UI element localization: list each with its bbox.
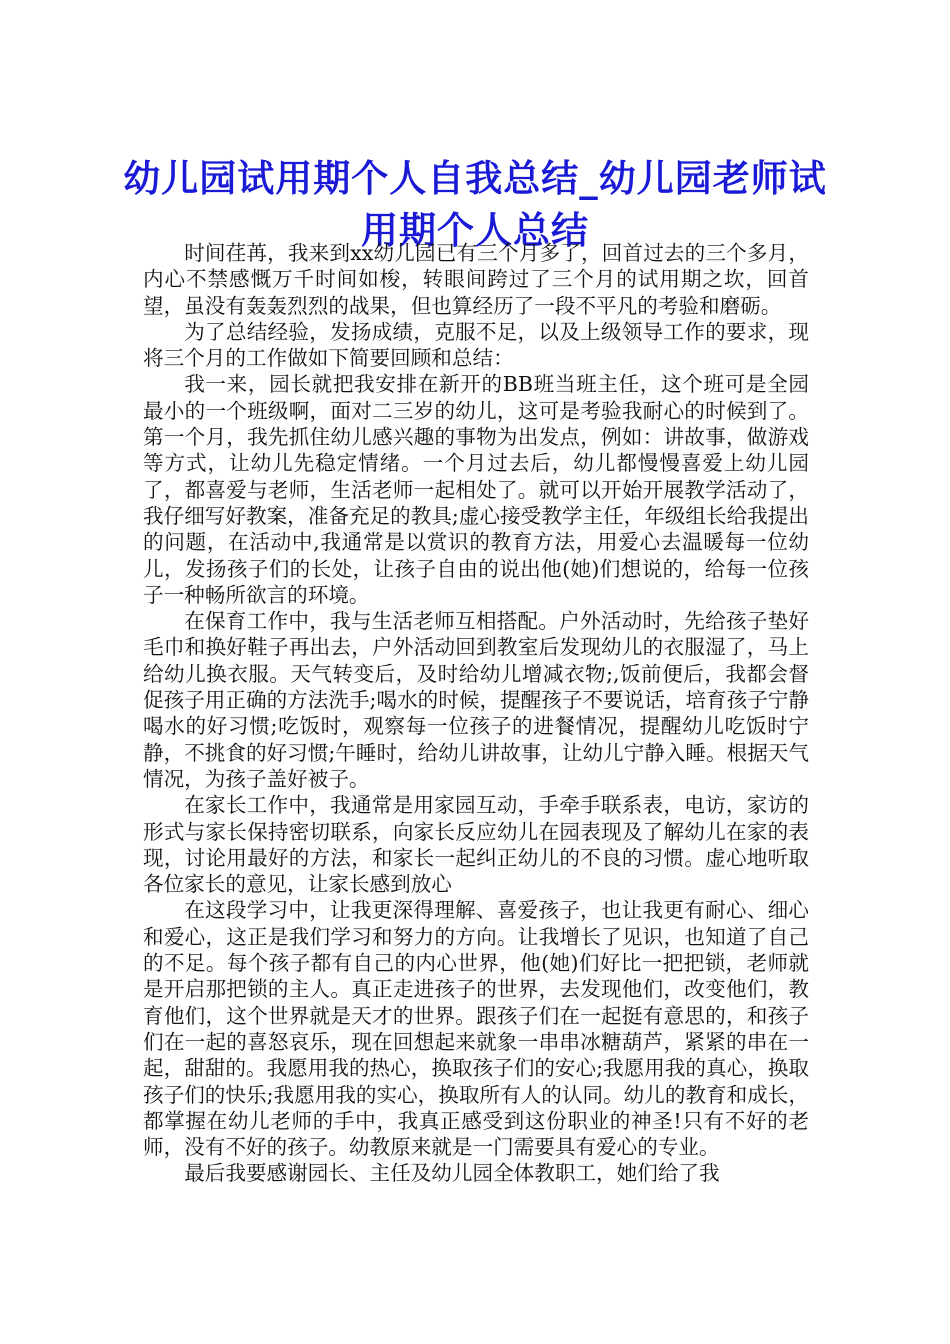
page-title: 幼儿园试用期个人自我总结_幼儿园老师试用期个人总结 [123, 156, 827, 252]
document-body [143, 240, 809, 1187]
paragraph-1: 时间荏苒，我来到xx幼儿园已有三个月多了，回首过去的三个多月，内心不禁感慨万千时间如梭，转眼间跨过了三个月的试用期之坎，回首望，虽没有轰轰烈烈的战果，但也算经历了一段不平凡的考验和磨砺。 [143, 241, 809, 318]
paragraph-5: 在家长工作中，我通常是用家园互动，手牵手联系表，电访，家访的形式与家长保持密切联系，向家长反应幼儿在园表现及了解幼儿在家的表现，讨论用最好的方法，和家长一起纠正幼儿的不良的习惯。虚心地听取各位家长的意见，让家长感到放心 [143, 793, 809, 897]
paragraph-3: 我一来，园长就把我安排在新开的BB班当班主任，这个班可是全园最小的一个班级啊，面对二三岁的幼儿，这可是考验我耐心的时候到了。第一个月，我先抓住幼儿感兴趣的事物为出发点，例如：讲故事，做游戏等方式，让幼儿先稳定情绪。一个月过去后，幼儿都慢慢喜爱上幼儿园了，都喜爱与老师，生活老师一起相处了。就可以开始开展教学活动了，我仔细写好教案，准备充足的教具;虚心接受教学主任，年级组长给我提出的问题，在活动中,我通常是以赏识的教育方法，用爱心去温暖每一位幼儿，发扬孩子们的长处，让孩子自由的说出他(她)们想说的，给每一位孩子一种畅所欲言的环境。 [143, 372, 809, 607]
paragraph-4: 在保育工作中，我与生活老师互相搭配。户外活动时，先给孩子垫好毛巾和换好鞋子再出去，户外活动回到教室后发现幼儿的衣服湿了，马上给幼儿换衣服。天气转变后，及时给幼儿增减衣物;,饭前便后，我都会督促孩子用正确的方法洗手;喝水的时候，提醒孩子不要说话，培育孩子宁静喝水的好习惯;吃饭时，观察每一位孩子的进餐情况，提醒幼儿吃饭时宁静，不挑食的好习惯;午睡时，给幼儿讲故事，让幼儿宁静入睡。根据天气情况，为孩子盖好被子。 [143, 609, 809, 791]
paragraph-6: 在这段学习中，让我更深得理解、喜爱孩子，也让我更有耐心、细心和爱心，这正是我们学习和努力的方向。让我增长了见识，也知道了自己的不足。每个孩子都有自己的内心世界，他(她)们好比一把把锁，老师就是开启那把锁的主人。真正走进孩子的世界，去发现他们，改变他们，教育他们，这个世界就是天才的世界。跟孩子们在一起挺有意思的，和孩子们在一起的喜怒哀乐，现在回想起来就象一串串冰糖葫芦，紧紧的串在一起，甜甜的。我愿用我的热心，换取孩子们的安心;我愿用我的真心，换取孩子们的快乐;我愿用我的实心，换取所有人的认同。幼儿的教育和成长，都掌握在幼儿老师的手中，我真正感受到这份职业的神圣!只有不好的老师，没有不好的孩子。幼教原来就是一门需要具有爱心的专业。 [143, 898, 809, 1160]
paragraph-2: 为了总结经验，发扬成绩，克服不足，以及上级领导工作的要求，现将三个月的工作做如下简要回顾和总结： [143, 319, 809, 371]
paragraph-7: 最后我要感谢园长、主任及幼儿园全体教职工，她们给了我 [184, 1161, 720, 1186]
